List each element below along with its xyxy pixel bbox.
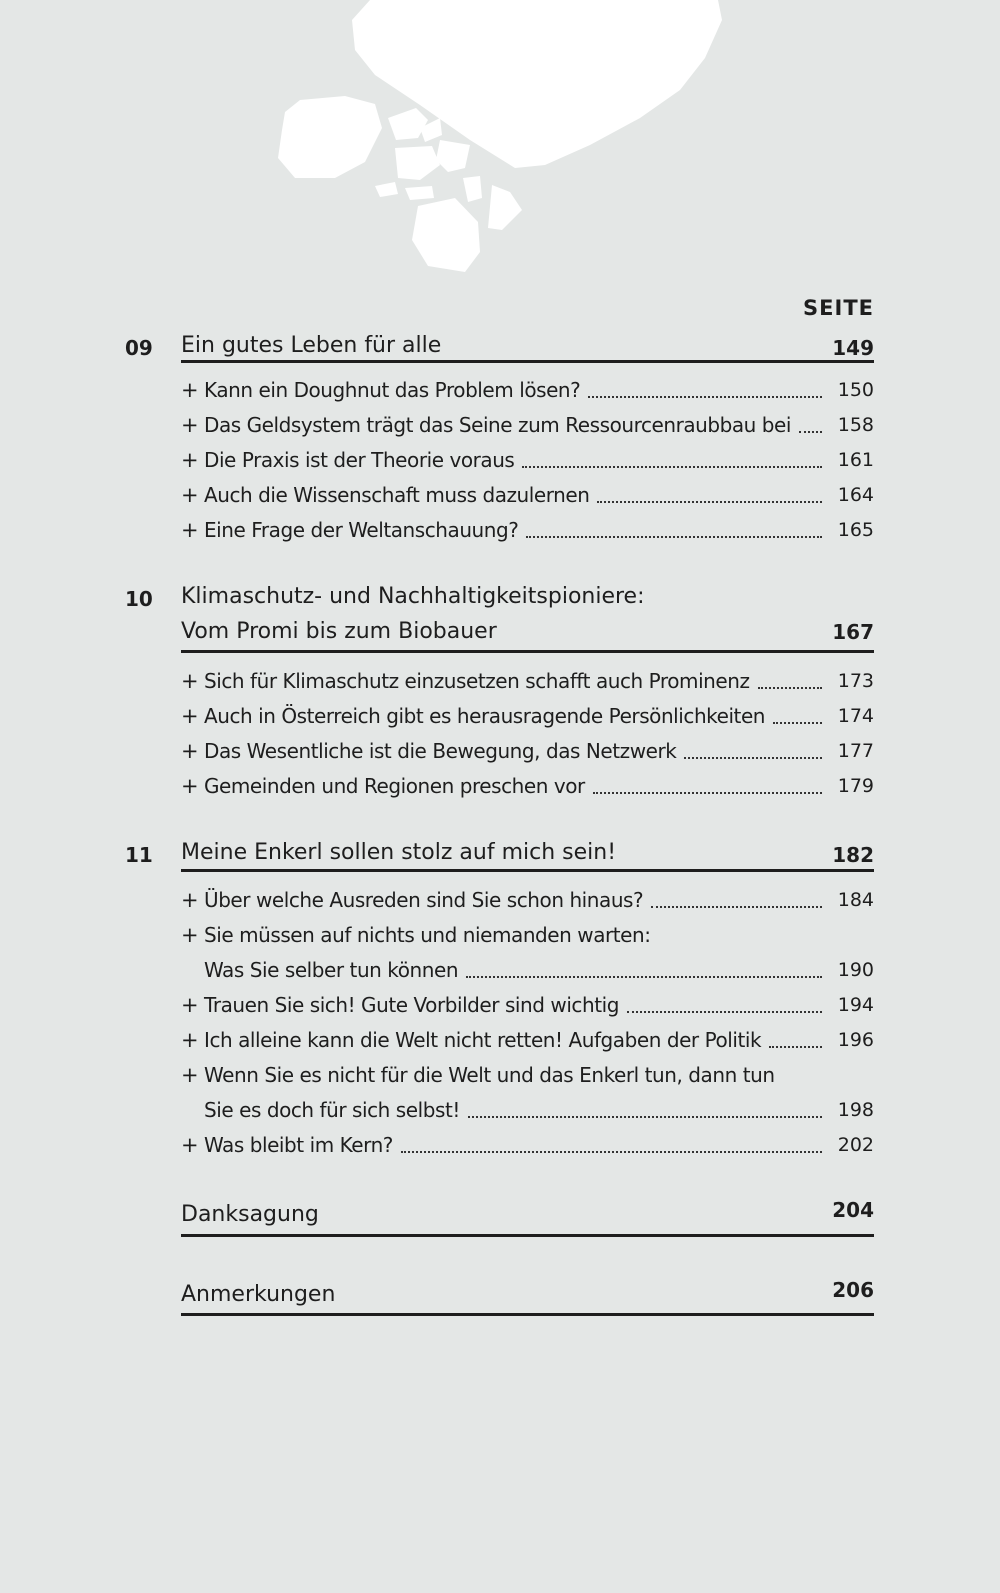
toc-entry[interactable] [181, 408, 874, 443]
dot-leader [627, 1011, 822, 1013]
entry-title: Ich alleine kann die Welt nicht retten! Aufgaben der Politik [204, 1028, 762, 1052]
chapter-number: 11 [125, 843, 153, 867]
entry-page-number: 179 [837, 775, 874, 797]
entry-page-number: 161 [837, 449, 874, 471]
entry-title: Gemeinden und Regionen preschen vor [204, 774, 585, 798]
entry-title: Das Geldsystem trägt das Seine zum Ressourcenraubbau bei [204, 413, 792, 437]
plus-bullet-icon: + [181, 518, 199, 542]
entry-title: Wenn Sie es nicht für die Welt und das Enkerl tun, dann tun [204, 1063, 775, 1087]
plus-bullet-icon: + [181, 1063, 199, 1087]
entry-title: Kann ein Doughnut das Problem lösen? [204, 378, 581, 402]
chapter-page-number: 182 [832, 843, 874, 867]
toc-entry[interactable] [181, 769, 874, 804]
entry-title: Auch in Österreich gibt es herausragende Persönlichkeiten [204, 704, 766, 728]
entry-page-number: 158 [837, 414, 874, 436]
page-column-header: SEITE [803, 296, 874, 320]
dot-leader [588, 396, 822, 398]
entry-title: Was Sie selber tun können [204, 958, 459, 982]
plus-bullet-icon: + [181, 993, 199, 1017]
toc-entry[interactable] [181, 734, 874, 769]
entry-title: Sich für Klimaschutz einzusetzen schafft auch Prominenz [204, 669, 750, 693]
toc-entry[interactable] [181, 513, 874, 548]
entry-page-number: 194 [837, 994, 874, 1016]
entry-title: Was bleibt im Kern? [204, 1133, 393, 1157]
plus-bullet-icon: + [181, 1133, 199, 1157]
chapter-title: Vom Promi bis zum Biobauer [181, 619, 497, 644]
plus-bullet-icon: + [181, 413, 199, 437]
chapter-number: 09 [125, 336, 153, 360]
entry-page-number: 196 [837, 1029, 874, 1051]
chapter-rule [181, 360, 874, 363]
entry-page-number: 190 [837, 959, 874, 981]
dot-leader [597, 501, 822, 503]
chapter-page-number: 149 [832, 336, 874, 360]
chapter-number: 10 [125, 587, 153, 611]
dot-leader [769, 1046, 822, 1048]
back-matter-title[interactable]: Danksagung [181, 1202, 319, 1227]
dot-leader [466, 976, 822, 978]
chapter-page-number: 167 [832, 620, 874, 644]
plus-bullet-icon: + [181, 378, 199, 402]
plus-bullet-icon: + [181, 448, 199, 472]
entry-title: Das Wesentliche ist die Bewegung, das Netzwerk [204, 739, 677, 763]
dot-leader [799, 431, 822, 433]
toc-entry[interactable] [181, 443, 874, 478]
entry-title: Über welche Ausreden sind Sie schon hinaus? [204, 888, 644, 912]
plus-bullet-icon: + [181, 483, 199, 507]
dot-leader [758, 687, 822, 689]
plus-bullet-icon: + [181, 739, 199, 763]
plus-bullet-icon: + [181, 1028, 199, 1052]
plus-bullet-icon: + [181, 669, 199, 693]
dot-leader [401, 1151, 822, 1153]
entry-title: Sie müssen auf nichts und niemanden warten: [204, 923, 651, 947]
chapter-rule [181, 650, 874, 653]
entry-page-number: 202 [837, 1134, 874, 1156]
toc-entry[interactable] [181, 1023, 874, 1058]
entry-title: Auch die Wissenschaft muss dazulernen [204, 483, 590, 507]
toc-entry[interactable] [181, 988, 874, 1023]
back-matter-page-number: 204 [832, 1198, 874, 1222]
toc-entry[interactable] [181, 1093, 874, 1128]
entry-page-number: 150 [837, 379, 874, 401]
toc-entry[interactable] [181, 373, 874, 408]
dot-leader [651, 906, 822, 908]
toc-entry[interactable] [181, 953, 874, 988]
entry-title: Die Praxis ist der Theorie voraus [204, 448, 515, 472]
chapter-title: Ein gutes Leben für alle [181, 333, 442, 358]
plus-bullet-icon: + [181, 774, 199, 798]
plus-bullet-icon: + [181, 888, 199, 912]
plus-bullet-icon: + [181, 704, 199, 728]
dot-leader [522, 466, 822, 468]
entry-page-number: 165 [837, 519, 874, 541]
toc-entry[interactable] [181, 883, 874, 918]
toc-entry[interactable] [181, 918, 874, 953]
back-matter-title[interactable]: Anmerkungen [181, 1282, 336, 1307]
dot-leader [593, 792, 822, 794]
entry-title: Trauen Sie sich! Gute Vorbilder sind wichtig [204, 993, 619, 1017]
entry-page-number: 164 [837, 484, 874, 506]
dot-leader [526, 536, 822, 538]
entry-page-number: 198 [837, 1099, 874, 1121]
rocks-illustration [0, 0, 1000, 290]
toc-entry[interactable] [181, 1058, 874, 1093]
toc-entry[interactable] [181, 664, 874, 699]
entry-title: Eine Frage der Weltanschauung? [204, 518, 519, 542]
dot-leader [773, 722, 822, 724]
plus-bullet-icon: + [181, 923, 199, 947]
entry-page-number: 173 [837, 670, 874, 692]
back-matter-rule [181, 1313, 874, 1316]
toc-entry[interactable] [181, 1128, 874, 1163]
entry-page-number: 184 [837, 889, 874, 911]
dot-leader [468, 1116, 822, 1118]
entry-page-number: 177 [837, 740, 874, 762]
chapter-rule [181, 869, 874, 872]
dot-leader [684, 757, 822, 759]
toc-entry[interactable] [181, 478, 874, 513]
entry-page-number: 174 [837, 705, 874, 727]
entry-title: Sie es doch für sich selbst! [204, 1098, 460, 1122]
chapter-title: Meine Enkerl sollen stolz auf mich sein! [181, 840, 617, 865]
back-matter-page-number: 206 [832, 1278, 874, 1302]
back-matter-rule [181, 1234, 874, 1237]
chapter-title: Klimaschutz- und Nachhaltigkeitspioniere: [181, 584, 645, 609]
toc-entry[interactable] [181, 699, 874, 734]
